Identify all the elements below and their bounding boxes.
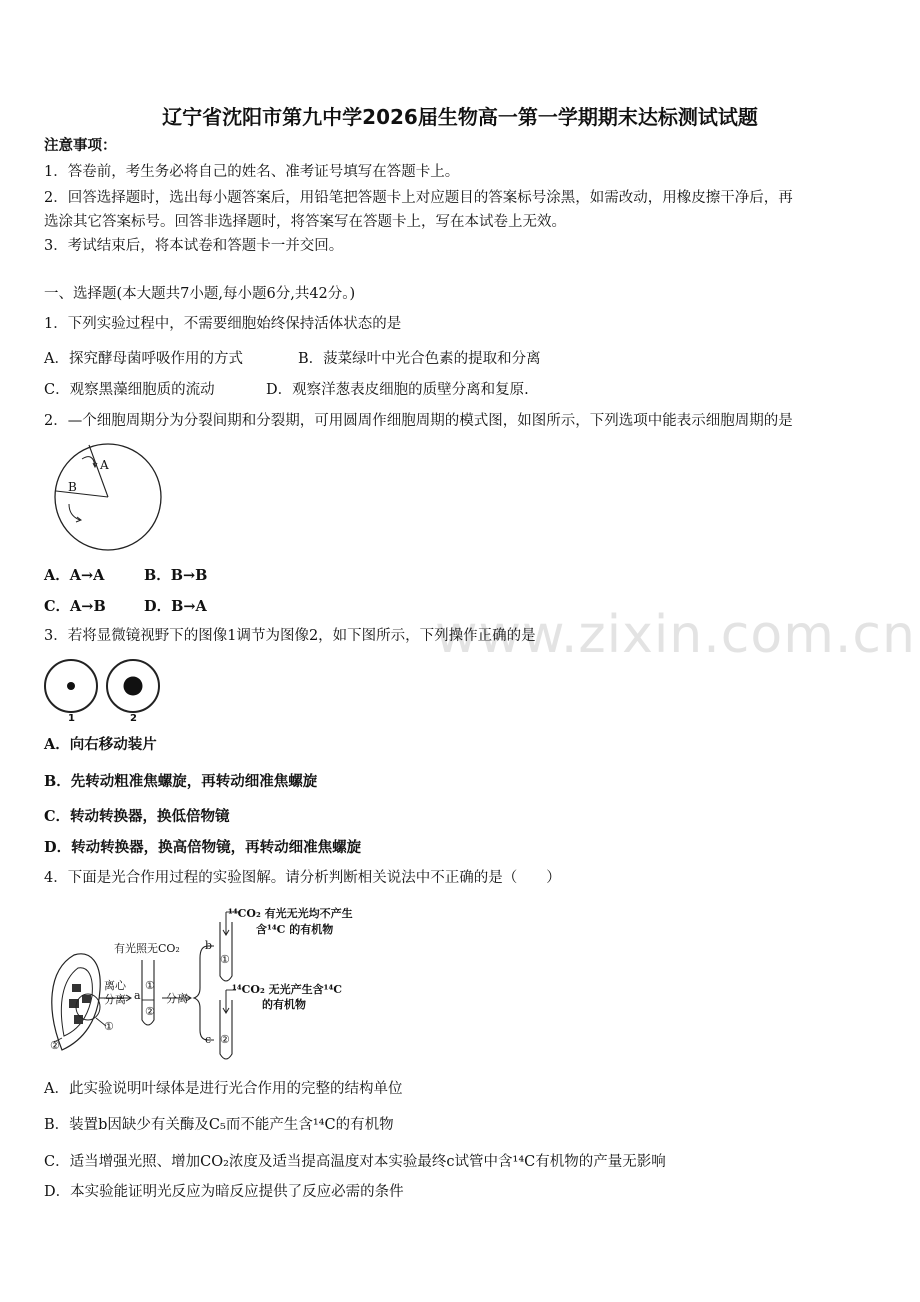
tube-a-label: a bbox=[134, 989, 141, 1002]
q2-option-a: A．A→A bbox=[44, 567, 105, 584]
q4-option-b: B．装置b因缺少有关酶及C₅而不能产生含¹⁴C的有机物 bbox=[44, 1117, 394, 1133]
q2-option-d: D．B→A bbox=[144, 598, 207, 615]
q3-option-a: A．向右移动装片 bbox=[44, 736, 157, 753]
watermark: www.zixin.com.cn bbox=[435, 605, 916, 665]
tube-c-label: c bbox=[205, 1033, 212, 1046]
q1-option-a: A．探究酵母菌呼吸作用的方式 bbox=[44, 351, 243, 367]
note-item: 2．回答选择题时，选出每小题答案后，用铅笔把答题卡上对应题目的答案标号涂黑，如需改动，用橡皮擦干净后，再 bbox=[44, 190, 793, 206]
tube-c-mark: ② bbox=[220, 1033, 230, 1046]
q2-option-c: C．A→B bbox=[44, 598, 106, 615]
q4-option-c: C．适当增强光照、增加CO₂浓度及适当提高温度对本实验最终c试管中含¹⁴C有机物的产量无影响 bbox=[44, 1154, 666, 1170]
q1-option-b: B．菠菜绿叶中光合色素的提取和分离 bbox=[298, 351, 541, 367]
fig-separate-label: 分离 bbox=[104, 993, 126, 1006]
q2-stem: 2．—个细胞周期分为分裂间期和分裂期，可用圆周作细胞周期的模式图，如图所示，下列选项中能表示细胞周期的是 bbox=[44, 413, 793, 429]
fig-centrifuge-label: 离心 bbox=[104, 979, 126, 992]
note-item: 1．答卷前，考生务必将自己的姓名、准考证号填写在答题卡上。 bbox=[44, 164, 460, 180]
tube-b-mark: ① bbox=[220, 953, 230, 966]
q1-option-c: C．观察黑藻细胞质的流动 bbox=[44, 382, 215, 398]
figure-2-label: 2 bbox=[130, 713, 137, 724]
q3-option-d: D．转动转换器，换高倍物镜，再转动细准焦螺旋 bbox=[44, 839, 362, 856]
page-title: 辽宁省沈阳市第九中学2026届生物高一第一学期期末达标测试试题 bbox=[162, 105, 758, 129]
q3-option-b: B．先转动粗准焦螺旋，再转动细准焦螺旋 bbox=[44, 773, 318, 790]
note-item: 选涂其它答案标号。回答非选择题时，将答案写在答题卡上，写在本试卷上无效。 bbox=[44, 214, 566, 230]
figure-1-label: 1 bbox=[68, 713, 75, 724]
q3-stem: 3．若将显微镜视野下的图像1调节为图像2，如下图所示，下列操作正确的是 bbox=[44, 628, 536, 644]
q1-option-d: D．观察洋葱表皮细胞的质壁分离和复原. bbox=[266, 382, 529, 398]
tube-c-text-1: ¹⁴CO₂ 无光产生含¹⁴C bbox=[232, 983, 343, 996]
tube-b-text-1: ¹⁴CO₂ 有光无光均不产生 bbox=[228, 907, 353, 920]
q4-option-d: D．本实验能证明光反应为暗反应提供了反应必需的条件 bbox=[44, 1184, 404, 1200]
q3-option-c: C．转动转换器，换低倍物镜 bbox=[44, 808, 230, 825]
q4-option-a: A．此实验说明叶绿体是进行光合作用的完整的结构单位 bbox=[44, 1081, 403, 1097]
q1-stem: 1．下列实验过程中，不需要细胞始终保持活体状态的是 bbox=[44, 316, 402, 332]
tube-c-text-2: 的有机物 bbox=[262, 998, 306, 1011]
leaf-mark-2: ② bbox=[50, 1039, 60, 1052]
section-heading: 一、选择题(本大题共7小题,每小题6分,共42分。) bbox=[44, 286, 356, 302]
tube-b-label: b bbox=[205, 939, 213, 952]
tube-b-text-2: 含¹⁴C 的有机物 bbox=[256, 923, 334, 936]
cycle-label-a: A bbox=[100, 458, 109, 472]
leaf-mark-1: ① bbox=[104, 1020, 114, 1033]
tube-a-top-mark: ① bbox=[145, 979, 155, 992]
q4-stem: 4．下面是光合作用过程的实验图解。请分析判断相关说法中不正确的是（ ） bbox=[44, 870, 561, 886]
tube-a-bottom-mark: ② bbox=[145, 1005, 155, 1018]
notes-heading: 注意事项： bbox=[44, 137, 117, 154]
fig-separate2-label: 分离 bbox=[166, 992, 188, 1005]
microscope-view-diagram bbox=[44, 662, 164, 712]
q2-option-b: B．B→B bbox=[144, 567, 208, 584]
cycle-label-b: B bbox=[68, 480, 77, 494]
fig-light-label: 有光照无CO₂ bbox=[114, 942, 180, 955]
cell-cycle-diagram bbox=[52, 442, 172, 552]
note-item: 3．考试结束后，将本试卷和答题卡一并交回。 bbox=[44, 238, 344, 254]
